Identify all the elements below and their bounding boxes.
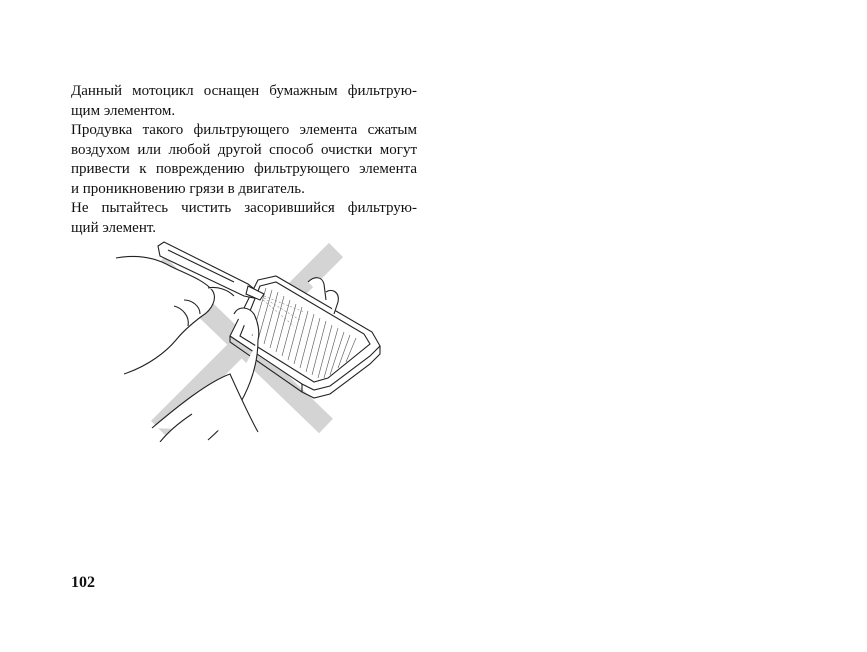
paragraph-do-not-clean	[71, 199, 417, 238]
text-line: щим элементом.	[71, 102, 176, 119]
text-line: воздухом или любой другой способ очистки могут	[71, 141, 417, 158]
crossed-out-air-filter-cleaning-icon	[108, 236, 396, 442]
paragraph-paper-filter	[71, 82, 417, 121]
text-line: Не пытайтесь чистить засорившийся фильтрую-	[71, 200, 417, 216]
text-line: Данный мотоцикл оснащен бумажным фильтрую-	[71, 83, 417, 99]
warning-text-block	[71, 82, 417, 238]
text-line: привести к повреждению фильтрующего элемента	[71, 161, 417, 177]
text-line: Продувка такого фильтрующего элемента сжатым	[71, 122, 417, 138]
text-line: щий элемент.	[71, 219, 157, 236]
text-line: и проникновению грязи в двигатель.	[71, 180, 305, 197]
page-number: 102	[71, 574, 95, 591]
paragraph-compressed-air-warning	[71, 121, 417, 199]
